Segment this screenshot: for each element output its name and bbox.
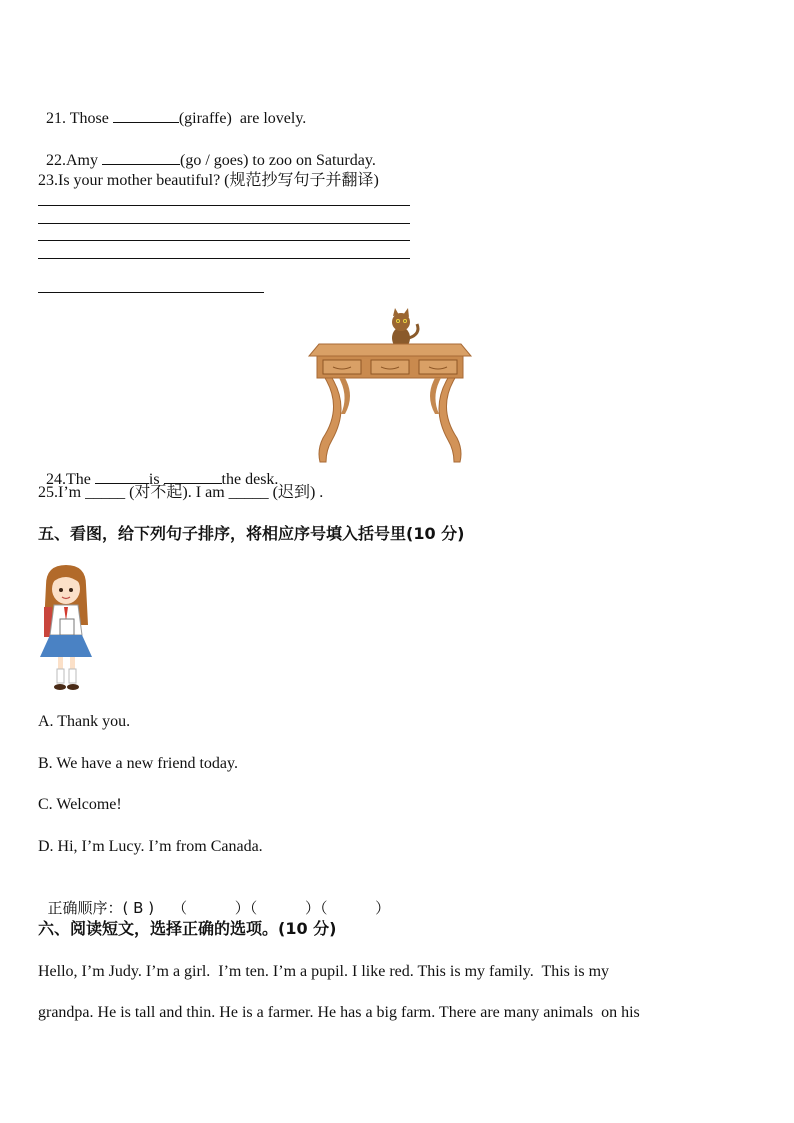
answer-blank[interactable] [164,469,222,484]
question-24: 24.The is the desk. [46,471,279,488]
desk-with-cat-illustration [305,308,475,466]
option-d: D. Hi, I’m Lucy. I’m from Canada. [38,838,263,855]
writing-line[interactable] [38,223,410,224]
girl-illustration [38,563,94,695]
reading-passage-line: Hello, I’m Judy. I’m a girl. I’m ten. I’m a pupil. I like red. This is my family. This is my [38,963,610,980]
writing-line[interactable] [38,258,410,259]
writing-line[interactable] [38,292,264,293]
option-c: C. Welcome! [38,796,122,813]
girl-icon [40,565,92,690]
writing-line[interactable] [38,205,410,206]
option-b: B. We have a new friend today. [38,755,238,772]
answer-blank[interactable] [102,150,180,165]
section-6-heading: 六、阅读短文，选择正确的选项。(10 分) [38,919,337,938]
question-25: 25.I’m _____ (对不起). I am _____ (迟到) . [38,484,324,501]
order-answer-blanks[interactable]: （ ）（ ）（ ） [172,899,391,917]
option-a: A. Thank you. [38,713,131,730]
writing-line[interactable] [38,240,410,241]
question-21: 21. Those (giraffe) are lovely. [46,110,307,127]
question-22: 22.Amy (go / goes) to zoo on Saturday. [46,152,376,169]
answer-order-row: 正确顺序：( B ) （ ）（ ）（ ） [47,899,391,917]
reading-passage-line: grandpa. He is tall and thin. He is a farmer. He has a big farm. There are many animals on his [38,1004,640,1021]
answer-blank[interactable] [95,469,149,484]
question-23: 23.Is your mother beautiful? (规范抄写句子并翻译) [38,172,379,189]
answer-blank[interactable] [113,108,179,123]
section-5-heading: 五、看图，给下列句子排序，将相应序号填入括号里(10 分) [38,524,465,543]
